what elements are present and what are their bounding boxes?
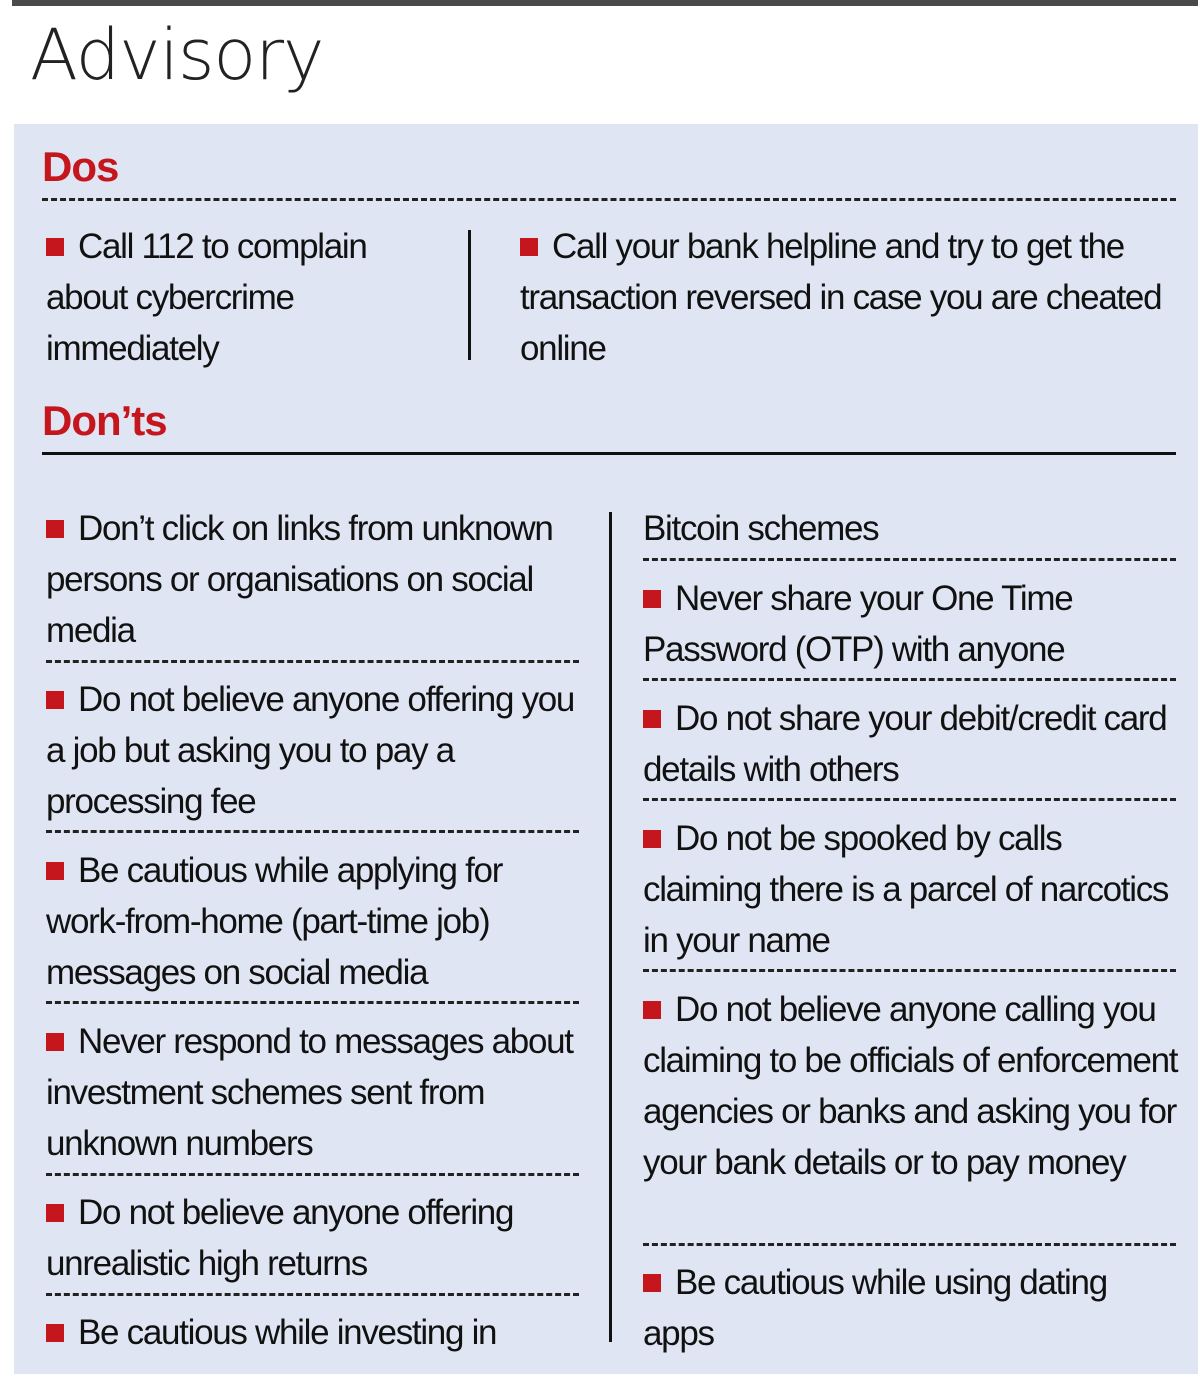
bullet-icon [46, 1324, 64, 1342]
dos-item-1: Call 112 to complain about cybercrime immediately [46, 227, 367, 368]
bullet-icon [643, 830, 661, 848]
bullet-icon [46, 1033, 64, 1051]
donts-right-item-3: Do not be spooked by calls claiming there is a parcel of narcotics in your name [643, 819, 1169, 960]
bullet-icon [46, 238, 64, 256]
bullet-icon [643, 1001, 661, 1019]
donts-left-item-6: Be cautious while investing in [46, 1307, 586, 1358]
donts-right-item-4: Do not believe anyone calling you claiming to be officials of enforcement agencies or banks and asking you for your bank details or to pay money [643, 990, 1178, 1182]
donts-column-divider [609, 512, 612, 1342]
item-divider [643, 969, 1176, 972]
donts-right-item-5: Be cautious while using dating apps [643, 1263, 1107, 1353]
donts-right-item-2: Do not share your debit/credit card details with others [643, 699, 1167, 789]
bullet-icon [46, 862, 64, 880]
item-divider [46, 660, 579, 663]
bullet-icon [46, 1204, 64, 1222]
dos-column-divider [468, 230, 471, 360]
item-divider [46, 1293, 579, 1296]
donts-right-continuation: Bitcoin schemes [643, 509, 879, 548]
item-divider [643, 678, 1176, 681]
donts-left-item-1: Don’t click on links from unknown persons or organisations on social media [46, 509, 553, 650]
donts-heading: Don’ts [42, 397, 167, 444]
bullet-icon [46, 520, 64, 538]
item-divider [643, 558, 1176, 561]
bullet-icon [46, 691, 64, 709]
item-divider [643, 1243, 1176, 1246]
top-rule [12, 0, 1198, 6]
donts-divider [42, 452, 1176, 455]
bullet-icon [643, 710, 661, 728]
donts-left-item-4: Never respond to messages about investment schemes sent from unknown numbers [46, 1022, 573, 1163]
dos-heading: Dos [42, 143, 119, 190]
bullet-icon [643, 1274, 661, 1292]
donts-left-item-2: Do not believe anyone offering you a job but asking you to pay a processing fee [46, 680, 575, 821]
donts-left-item-5: Do not believe anyone offering unrealistic high returns [46, 1193, 514, 1283]
item-divider [46, 1001, 579, 1004]
donts-right-item-1: Never share your One Time Password (OTP) with anyone [643, 579, 1073, 669]
item-divider [46, 830, 579, 833]
item-divider [643, 798, 1176, 801]
item-divider [46, 1173, 579, 1176]
donts-left-item-3: Be cautious while applying for work-from-home (part-time job) messages on social media [46, 851, 503, 992]
dos-divider [42, 198, 1176, 201]
bullet-icon [520, 238, 538, 256]
page-title: Advisory [30, 14, 324, 96]
dos-item-2: Call your bank helpline and try to get the transaction reversed in case you are cheated online [520, 227, 1162, 368]
bullet-icon [643, 590, 661, 608]
